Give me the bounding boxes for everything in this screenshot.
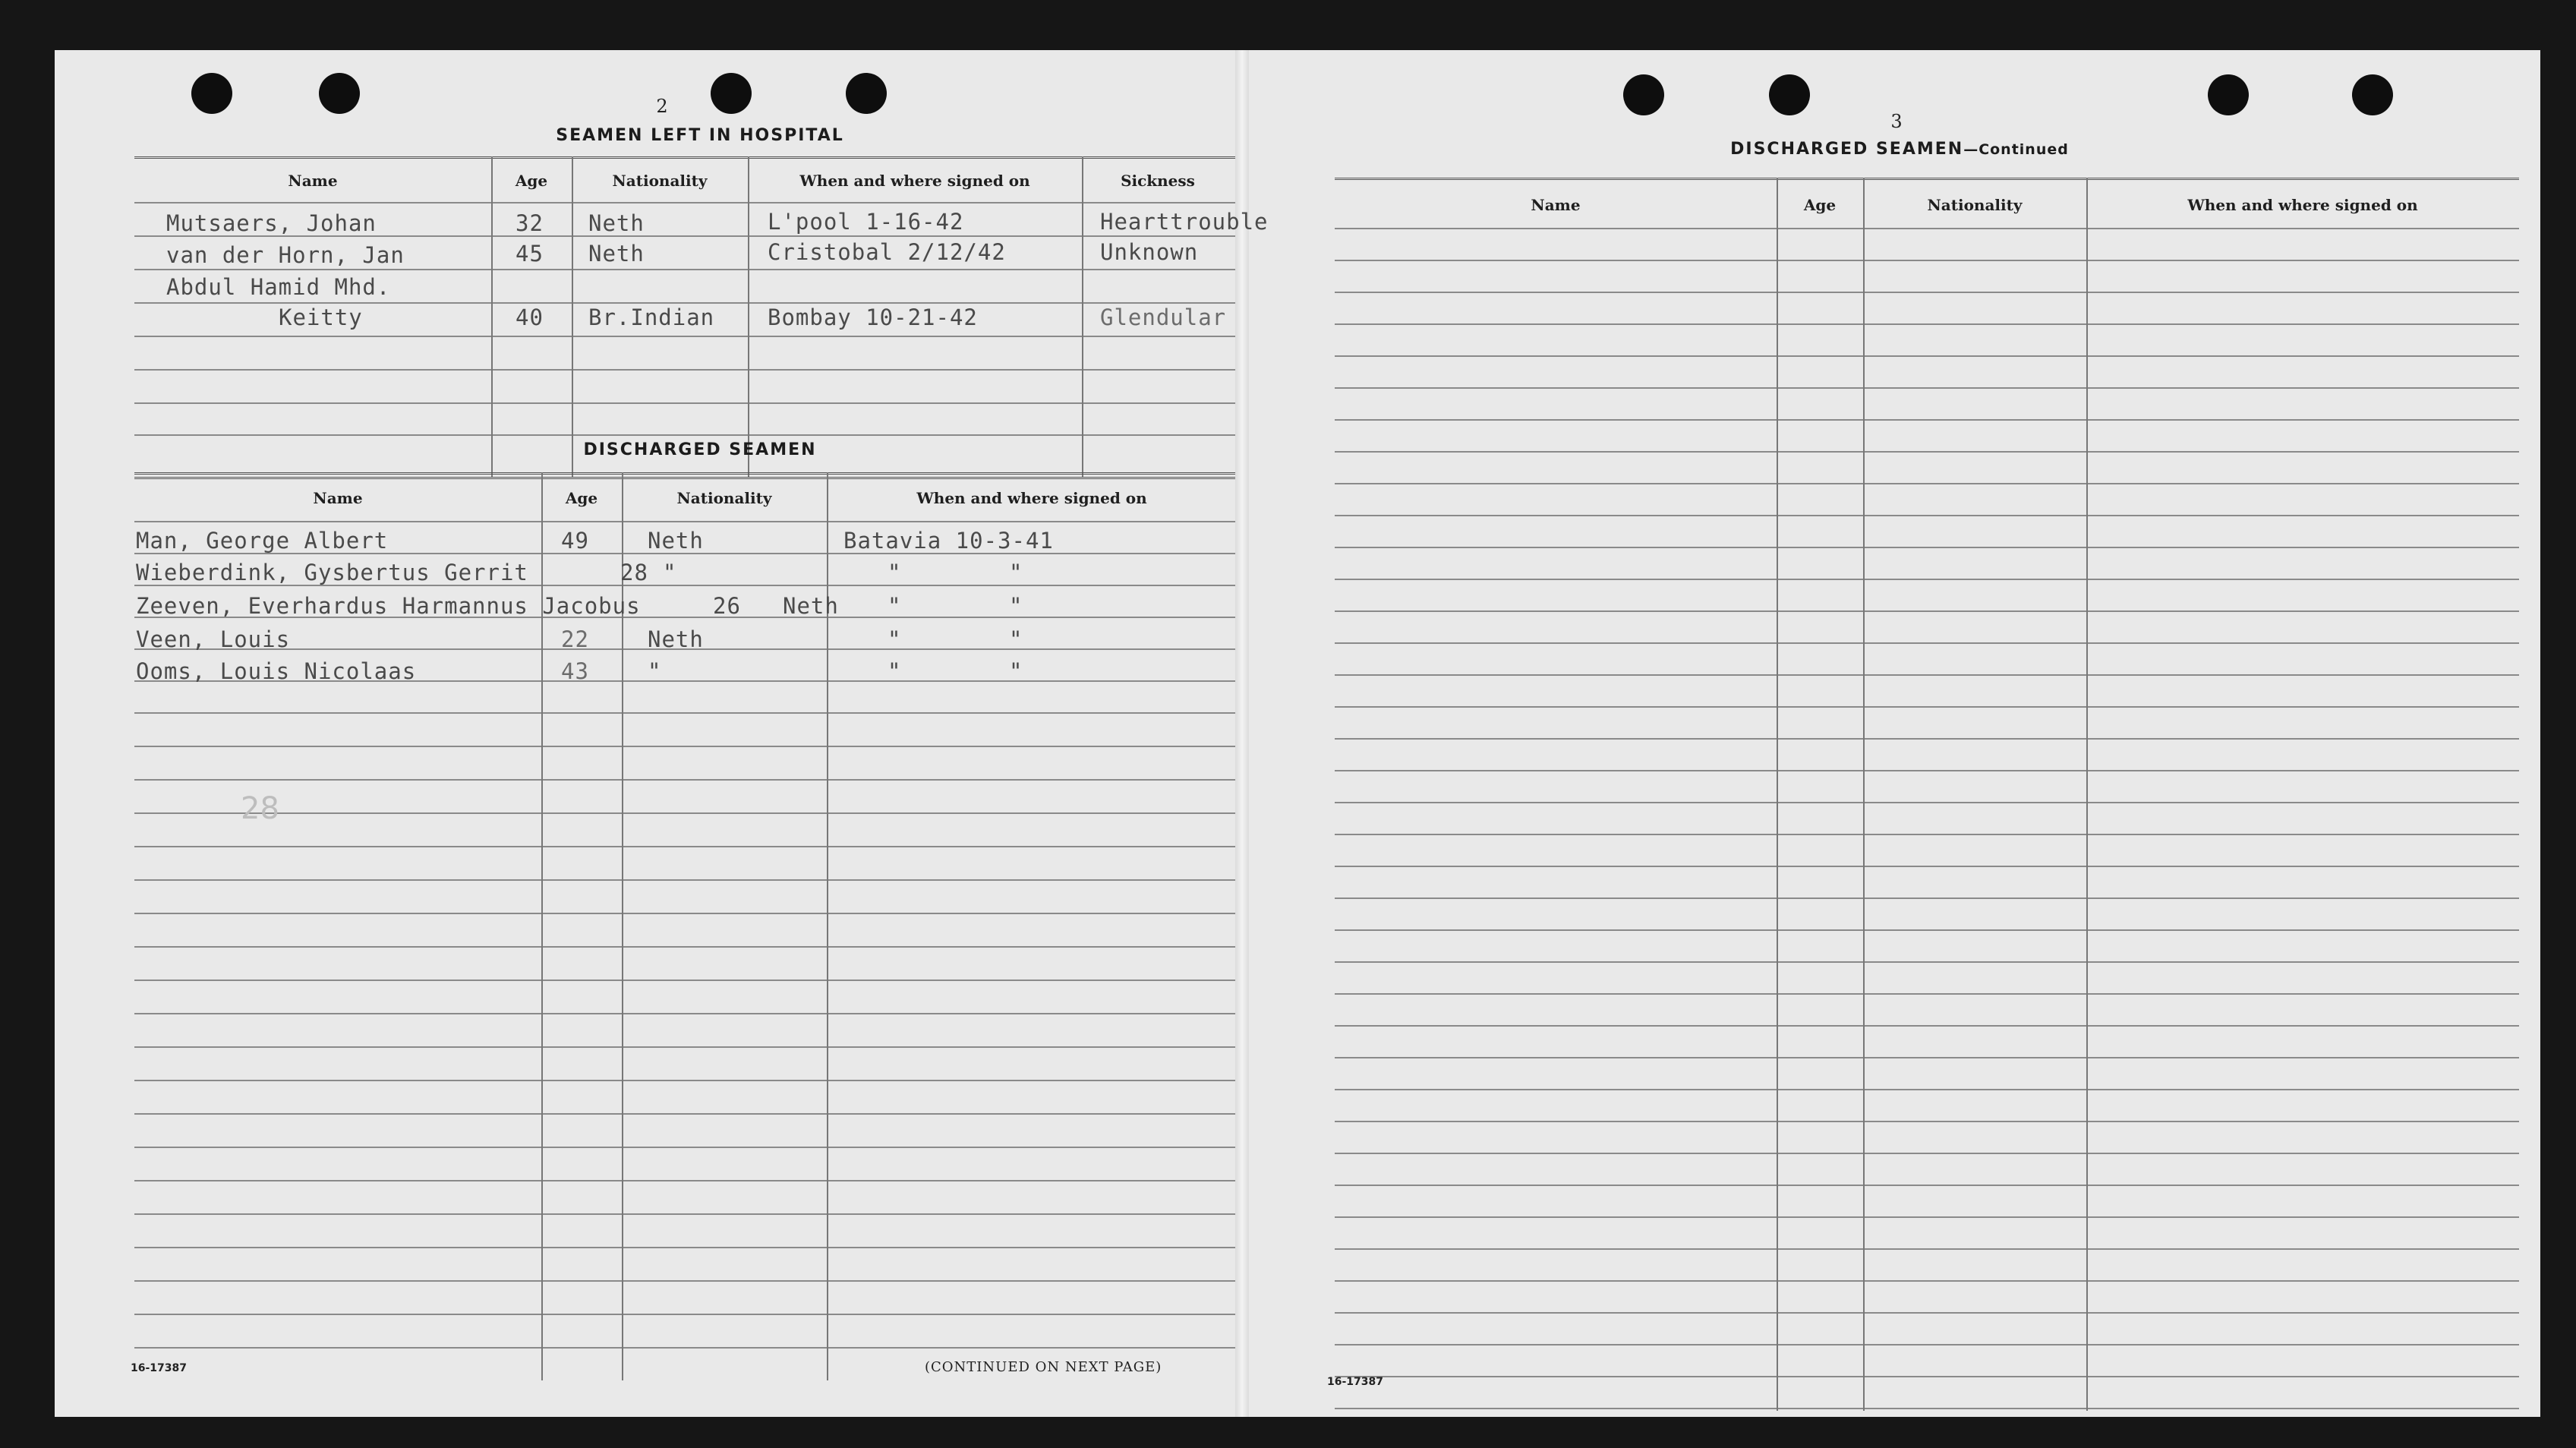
punch-hole: [1769, 74, 1810, 115]
discharged-signed-on-ditto: ": [1009, 658, 1023, 684]
discharged-age: 28: [620, 560, 648, 585]
discharged-signed-on: Batavia 10-3-41: [843, 528, 1054, 554]
discharged-age: 26: [713, 593, 741, 619]
hospital-section-title: SEAMEN LEFT IN HOSPITAL: [556, 126, 844, 145]
discharged-signed-on-ditto: ": [1009, 626, 1023, 652]
hospital-signed-on: L'pool 1-16-42: [768, 209, 964, 235]
right-section-title: [1687, 140, 2112, 159]
discharged-nationality: Neth: [648, 626, 704, 652]
col-header-name: Name: [288, 172, 338, 190]
punch-hole: [711, 73, 752, 114]
discharged-nationality: ": [663, 560, 677, 585]
right-title-suffix: —Continued: [1963, 141, 2069, 158]
discharged-signed-on: ": [888, 658, 902, 684]
hospital-sickness: Hearttrouble: [1100, 209, 1269, 235]
hospital-name: Abdul Hamid Mhd.: [166, 274, 391, 300]
col-header-age: Age: [515, 172, 548, 190]
col-header-nationality: Nationality: [1927, 196, 2023, 214]
pencil-annotation: 28: [241, 791, 279, 826]
discharged-signed-on: ": [888, 626, 902, 652]
discharged-name: Zeeven, Everhardus Harmannus Jacobus: [136, 593, 641, 619]
hospital-sickness: Glendular: [1100, 304, 1227, 330]
col-header-name: Name: [1531, 196, 1581, 214]
discharged-signed-on-ditto: ": [1009, 560, 1023, 585]
col-header-signed-on: When and where signed on: [799, 172, 1030, 190]
page-fold: [1235, 50, 1249, 1417]
hospital-name: Keitty: [279, 304, 363, 330]
discharged-signed-on-ditto: ": [1009, 593, 1023, 619]
discharged-name: Ooms, Louis Nicolaas: [136, 658, 417, 684]
document-sheet: [55, 50, 2540, 1417]
discharged-nationality: Neth: [783, 593, 839, 619]
discharged-age: 43: [561, 658, 589, 684]
discharged-age: 22: [561, 626, 589, 652]
hospital-name: van der Horn, Jan: [166, 242, 405, 268]
col-header-name: Name: [313, 489, 363, 507]
col-header-age: Age: [1803, 196, 1837, 214]
punch-hole: [191, 73, 232, 114]
col-header-nationality: Nationality: [676, 489, 772, 507]
discharged-signed-on: ": [888, 593, 902, 619]
discharged-name: Man, George Albert: [136, 528, 389, 554]
hospital-age: 40: [516, 304, 544, 330]
punch-hole: [846, 73, 887, 114]
hospital-name: Mutsaers, Johan: [166, 210, 377, 236]
discharged-name: Veen, Louis: [136, 626, 291, 652]
discharged-age: 49: [561, 528, 589, 554]
punch-hole: [2208, 74, 2249, 115]
hospital-nationality: Br.Indian: [588, 304, 715, 330]
form-number-right: 16-17387: [1327, 1376, 1383, 1388]
col-header-nationality: Nationality: [612, 172, 708, 190]
col-header-signed-on: When and where signed on: [916, 489, 1147, 507]
discharged-nationality: ": [648, 658, 662, 684]
page-number-right: 3: [1890, 111, 1903, 132]
col-header-sickness: Sickness: [1121, 172, 1195, 190]
hospital-age: 45: [516, 241, 544, 267]
form-number-left: 16-17387: [131, 1362, 187, 1374]
hospital-age: 32: [516, 210, 544, 236]
discharged-section-title: DISCHARGED SEAMEN: [583, 440, 817, 459]
hospital-signed-on: Bombay 10-21-42: [768, 304, 978, 330]
punch-hole: [2352, 74, 2393, 115]
discharged-nationality: Neth: [648, 528, 704, 554]
discharged-continued-table: [1335, 178, 2519, 1423]
punch-hole: [1623, 74, 1664, 115]
col-header-signed-on: When and where signed on: [2187, 196, 2418, 214]
hospital-table: [134, 156, 1269, 483]
punch-hole: [319, 73, 360, 114]
hospital-nationality: Neth: [588, 241, 645, 267]
page-number-left: 2: [656, 96, 668, 117]
continued-note: (CONTINUED ON NEXT PAGE): [925, 1359, 1162, 1375]
hospital-nationality: Neth: [588, 210, 645, 236]
discharged-table: [134, 472, 1235, 1399]
discharged-name: Wieberdink, Gysbertus Gerrit: [136, 560, 528, 585]
hospital-signed-on: Cristobal 2/12/42: [768, 239, 1006, 265]
right-title-main: DISCHARGED SEAMEN: [1730, 140, 1964, 159]
discharged-signed-on: ": [888, 560, 902, 585]
col-header-age: Age: [565, 489, 598, 507]
hospital-sickness: Unknown: [1100, 239, 1199, 265]
